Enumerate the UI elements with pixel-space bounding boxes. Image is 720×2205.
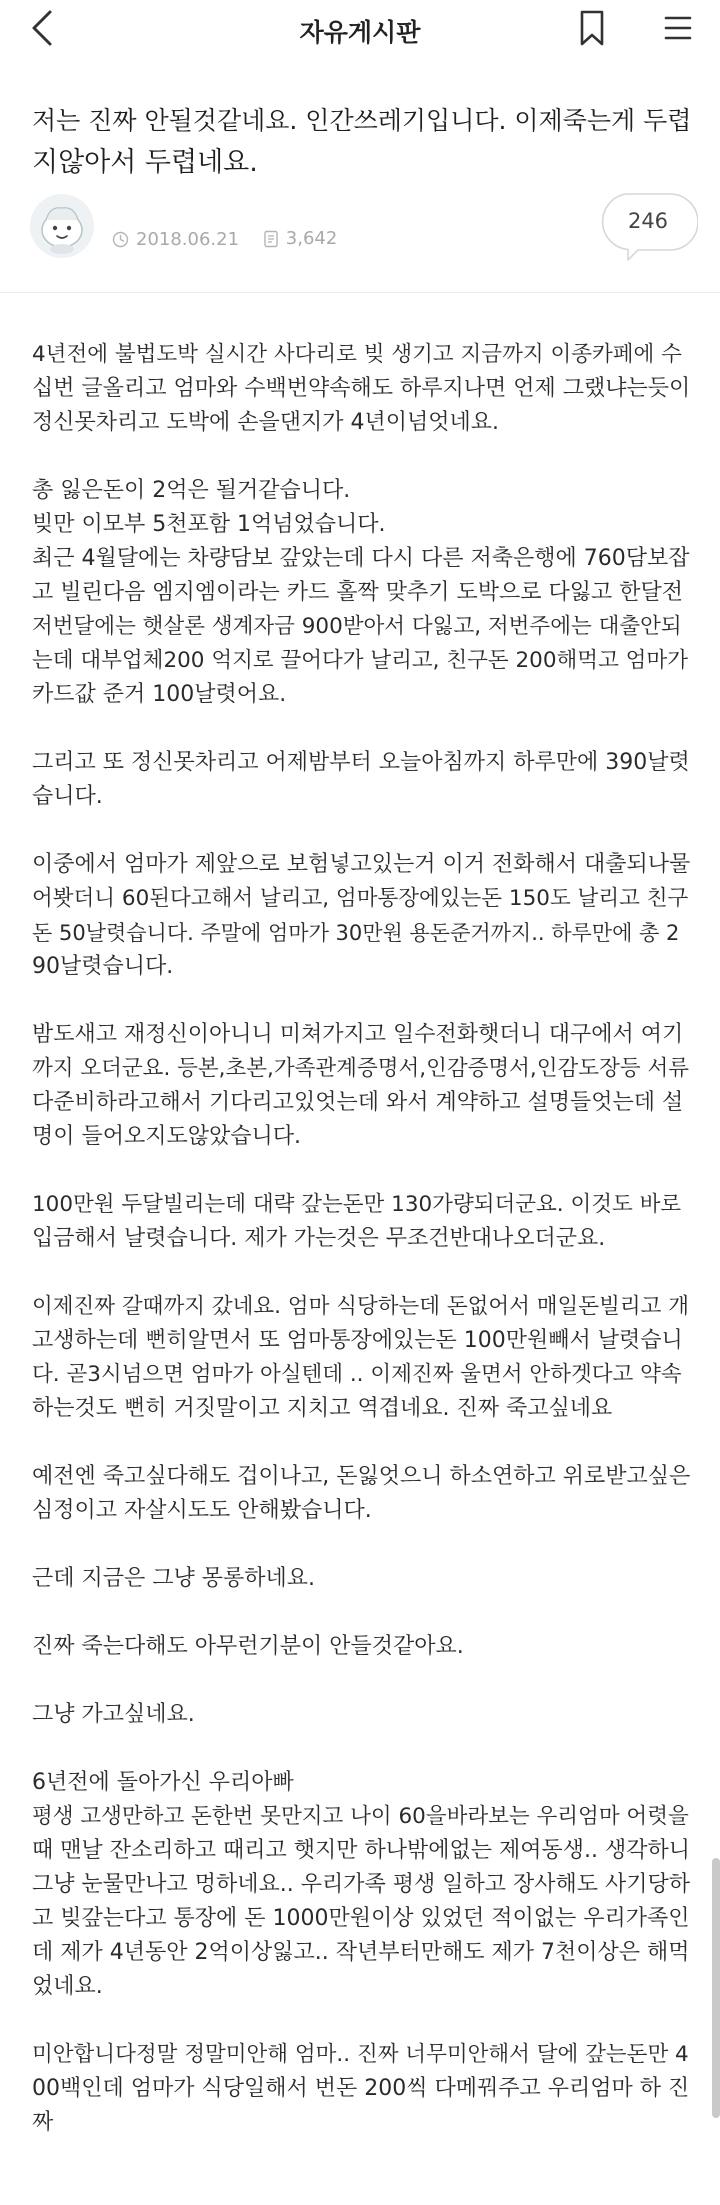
post-text-line: 평생 고생만하고 돈한번 못만지고 나이 60을바라보는 우리엄마 어렷을 [32, 1804, 689, 1829]
document-icon [263, 230, 279, 248]
character-avatar-icon [30, 194, 94, 258]
post-text-line: 빚만 이모부 5천포함 1억넘었습니다. [32, 512, 386, 537]
post-text-line: 하는것도 뻔히 거짓말이고 지치고 역겹네요. 진짜 죽고싶네요 [32, 1396, 613, 1421]
post-views [263, 228, 338, 249]
post-text-line: 미안합니다정말 정말미안해 엄마.. 진짜 너무미안해서 달에 갚는돈만 4 [32, 2042, 689, 2067]
post-text-line: 총 잃은돈이 2억은 될거같습니다. [32, 478, 351, 503]
post-text-line: 돈 50날렷습니다. 주말에 엄마가 30만원 용돈준거까지.. 하루만에 총 2 [32, 921, 680, 945]
top-nav-bar [0, 0, 720, 58]
post-paragraph [32, 474, 692, 712]
post-meta [112, 228, 355, 254]
post-paragraph [32, 1188, 692, 1256]
hamburger-menu-icon [658, 6, 698, 50]
post-text-line: 었네요. [32, 1974, 103, 1999]
post-text-line: 그냥 가고싶네요. [32, 1702, 195, 1727]
post-text-line: 명이 들어오지도않았습니다. [32, 1124, 302, 1149]
post-text-line: 그리고 또 정신못차리고 어제밤부터 오늘아침까지 하루만에 390날렷 [32, 750, 690, 775]
post-text-line: 다준비하라고해서 기다리고있엇는데 와서 계약하고 설명들엇는데 설 [32, 1090, 684, 1115]
post-text-line: 90날렷습니다. [32, 954, 174, 979]
post-text-line: 4년전에 불법도박 실시간 사다리로 빚 생기고 지금까지 이종카페에 수 [32, 342, 682, 367]
post-paragraph [32, 746, 692, 814]
post-body [32, 338, 692, 2174]
post-paragraph [32, 1630, 692, 1664]
post-text-line: 00백인데 엄마가 식당일해서 번돈 200씩 다메꿔주고 우리엄마 하 진 [32, 2076, 690, 2101]
post-title [32, 100, 692, 184]
post-title-line: 지않아서 두렵네요. [32, 147, 258, 178]
post-paragraph [32, 1766, 692, 2004]
post-date-text: 2018.06.21 [136, 228, 240, 250]
post-views-text: 3,642 [285, 228, 338, 249]
post-text-line: 밤도새고 재정신이아니니 미쳐가지고 일수전화햇더니 대구에서 여기 [32, 1022, 684, 1047]
post-paragraph [32, 1562, 692, 1596]
post-text-line: 어봣더니 60된다고해서 날리고, 엄마통장에있는돈 150도 날리고 친구 [32, 886, 689, 911]
post-text-line: 그냥 눈물만나고 멍하네요.. 우리가족 평생 일하고 장사해도 사기당하 [32, 1872, 690, 1897]
post-paragraph [32, 1698, 692, 1732]
post-paragraph [32, 848, 692, 984]
post-text-line: 입금해서 날렷습니다. 제가 가는것은 무조건반대나오더군요. [32, 1226, 606, 1251]
post-text-line: 는데 대부업체200 억지로 끌어다가 날리고, 친구돈 200해먹고 엄마가 [32, 648, 688, 673]
post-paragraph [32, 338, 692, 440]
post-text-line: 데 제가 4년동안 2억이상잃고.. 작년부터만해도 제가 7천이상은 해먹 [32, 1940, 690, 1965]
post-text-line: 저번달에는 햇살론 생계자금 900받아서 다잃고, 저번주에는 대출안되 [32, 614, 682, 639]
post-paragraph [32, 1018, 692, 1154]
clock-icon [112, 231, 129, 248]
post-text-line: 까지 오더군요. 등본,초본,가족관계증명서,인감증명서,인감도장등 서류 [32, 1056, 689, 1081]
post-title-line: 저는 진짜 안될것같네요. 인간쓰레기입니다. 이제죽는게 두렵 [32, 106, 692, 135]
post-text-line: 카드값 준거 100날렷어요. [32, 682, 287, 707]
post-text-line: 100만원 두달빌리는데 대략 갚는돈만 130가량되더군요. 이것도 바로 [32, 1192, 682, 1217]
scrollbar-thumb[interactable] [712, 1858, 720, 2118]
post-paragraph [32, 2038, 692, 2140]
post-text-line: 정신못차리고 도박에 손을댄지가 4년이넘엇네요. [32, 410, 500, 435]
comment-button[interactable] [598, 192, 698, 264]
post-text-line: 습니다. [32, 784, 103, 809]
post-text-line: 예전엔 죽고싶다해도 겁이나고, 돈잃엇으니 하소연하고 위로받고싶은 [32, 1464, 691, 1489]
bookmark-button[interactable] [574, 8, 610, 48]
post-text-line: 고 빚갚는다고 통장에 돈 1000만원이상 있었던 적이없는 우리가족인 [32, 1906, 690, 1931]
author-avatar[interactable] [30, 194, 94, 258]
post-text-line: 근데 지금은 그냥 몽롱하네요. [32, 1566, 315, 1591]
post-text-line: 때 맨날 잔소리하고 때리고 햇지만 하나밖에없는 제여동생.. 생각하니 [32, 1838, 690, 1863]
post-paragraph [32, 1460, 692, 1528]
post-text-line: 심정이고 자살시도도 안해봤습니다. [32, 1498, 372, 1523]
menu-button[interactable] [658, 6, 698, 50]
board-title: 자유게시판 [299, 18, 421, 47]
post-text-line: 십번 글올리고 엄마와 수백번약속해도 하루지나면 언제 그랬냐는듯이 [32, 376, 691, 401]
post-text-line: 고생하는데 뻔히알면서 또 엄마통장에있는돈 100만원빼서 날렷습니 [32, 1328, 683, 1353]
post-text-line: 6년전에 돌아가신 우리아빠 [32, 1770, 294, 1795]
post-text-line: 다. 곧3시넘으면 엄마가 아실텐데 .. 이제진짜 울면서 안하겟다고 약속 [32, 1362, 682, 1387]
post-text-line: 이중에서 엄마가 제앞으로 보험넣고있는거 이거 전화해서 대출되나물 [32, 852, 691, 877]
post-text-line: 짜 [32, 2110, 54, 2135]
comment-count: 246 [627, 209, 669, 233]
header-divider [0, 292, 720, 293]
post-text-line: 이제진짜 갈때까지 갔네요. 엄마 식당하는데 돈없어서 매일돈빌리고 개 [32, 1294, 689, 1319]
post-text-line: 최근 4월달에는 차량담보 갚았는데 다시 다른 저축은행에 760담보잡 [32, 546, 690, 571]
bookmark-icon [574, 8, 610, 48]
post-text-line: 진짜 죽는다해도 아무런기분이 안들것같아요. [32, 1634, 464, 1659]
post-paragraph [32, 1290, 692, 1426]
post-date [112, 229, 239, 250]
post-text-line: 고 빌린다음 엠지엠이라는 카드 홀짝 맞추기 도박으로 다잃고 한달전 [32, 580, 684, 605]
